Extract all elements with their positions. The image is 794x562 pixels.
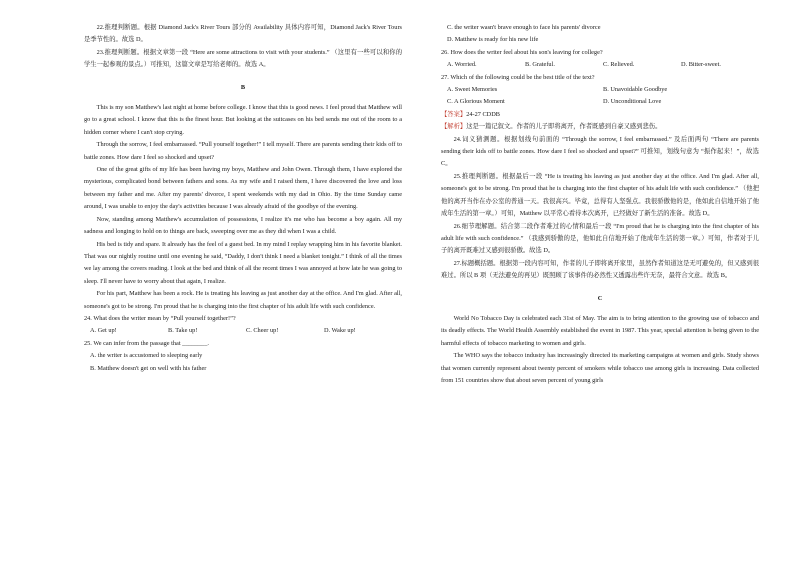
right-column (441, 22, 759, 387)
passage-b-paragraph: His bed is tidy and spare. It already has the feel of a guest bed. In my mind I replay wrapping him in his favorite blanket. That was our nightly routine until one evening he said, “Daddy, I don't think I need a blanket tonight.” I think of all the times we lay among the covers reading. I look at the bed and think of all the recent times I was annoyed at how late he was going to sleep. I'll never have to worry about that again, I realize. (84, 240, 402, 285)
option: A. the writer is accustomed to sleeping early (90, 352, 203, 360)
passage-b-paragraph: This is my son Matthew's last night at home before college. I know that this is good news. I feel proud that Matthew will go to a great school. I know that this is the finest hour. But looking at the suitcases on his bed sends me out of the room to a hidden corner where I can't stop crying. (84, 104, 402, 136)
question-27-options (441, 84, 759, 109)
option: B. Matthew doesn't get on well with his father (90, 364, 207, 372)
answer-explanation-25: 25.推理判断题。根据最后一段 “He is treating his leaving as just another day at the office. And I'm glad. After all, someone's got to be strong. I'm proud that he is charging into the first chapter of his adult life with such confidence.” （他把他的离开当作在办公室的普通一天。我很高兴。毕竟，总得有人坚强点。我很骄傲他的是，他如此自信地开始了他成年生活的第一章。）可知，Matthew 以平常心看待本次离开，已经做好了新生活的准备。故选 D。 (441, 172, 759, 218)
option: C. A Glorious Moment (447, 98, 505, 106)
passage-b-paragraph: One of the great gifts of my life has been having my boys, Matthew and John Owen. Through them, I have explored the mysterious, complicated bond between fathers and sons. As my wife and I raised them, I have discovered the love and loss between my father and me. After my parents' divorce, I spent weekends with my dad in Ohio. By the time Sunday came around, I was unable to enjoy the day's activities because I was already afraid of the goodbye of the evening. (84, 166, 402, 211)
option: B. Grateful. (525, 61, 555, 69)
answer-explanation-27: 27.标题概括题。根据第一段内容可知，作者的儿子即将离开家里，虽然作者知道这是无可避免的，但又感到很难过。所以 B 项（无法避免的再见）既照顾了该事件的必然性又透露出些许无奈，最符合文意。故选 B。 (441, 259, 759, 280)
passage-b-paragraph: For his part, Matthew has been a rock. He is treating his leaving as just another day at the office. And I'm glad. After all, someone's got to be strong. I'm proud that he is charging into the first chapter of his adult life with such confidence. (84, 290, 402, 310)
section-heading-b: B (240, 83, 246, 91)
option: D. Wake up! (324, 327, 356, 335)
question-26-options (441, 59, 759, 71)
question-25-options-ab (84, 350, 402, 375)
question-24-options (84, 325, 402, 337)
question-24: 24. What does the writer mean by “Pull yourself together!”? (84, 314, 236, 322)
question-26: 26. How does the writer feel about his son's leaving for college? (441, 48, 603, 56)
answer-explanation-22: 22.推理判断题。根据 Diamond Jack's River Tours 部分的 Availability 具体内容可知，Diamond Jack's River Tours 是季节性的。故选 D。 (84, 24, 402, 44)
answer-explanation-24: 24.词义猜测题。根据划线句前面的 “Through the sorrow, I feel embarrassed.” 及后面两句 “There are parents sending their kids off to battle zones. How dare I feel so shocked and upset?” 可推知，划线句意为 “振作起来！”，故选 C。 (441, 135, 759, 168)
answer-explanation-23: 23.推理判断题。根据文章第一段 “Here are some attractions to visit with your students.” （这里有一些可以和你的学生一起参观的景点。）可推知，这篇文章是写给老师的。故选 A。 (84, 48, 402, 69)
option: C. the writer wasn't brave enough to face his parents' divorce (447, 24, 601, 31)
question-25-options-cd (441, 22, 759, 47)
analysis-text: 这是一篇记叙文。作者的儿子即将离开，作者既感到自豪又感到悲伤。 (466, 123, 662, 131)
option: B. Unavoidable Goodbye (603, 86, 668, 94)
option: B. Take up! (168, 327, 198, 335)
answer-label: 【答案】 (441, 110, 467, 118)
left-column (84, 22, 402, 375)
section-heading-c: C (597, 294, 603, 302)
passage-c-paragraph: The WHO says the tobacco industry has increasingly directed its marketing campaigns at women and girls. Study shows that women currently represent about twenty percent of smokers while tobacco use among girls is increasing. Data collected from 151 countries show that about seven percent of young girls (441, 352, 759, 384)
option: D. Unconditional Love (603, 98, 662, 106)
option: D. Bitter-sweet. (681, 61, 721, 69)
passage-b-paragraph: Now, standing among Matthew's accumulation of possessions, I realize it's me who has become a boy again. All my sadness and longing to hold on to things are back, sweeping over me as they did when I was a child. (84, 215, 402, 236)
option: A. Sweet Memories (447, 86, 498, 94)
analysis-intro (441, 121, 759, 133)
option: C. Cheer up! (246, 327, 279, 335)
option: A. Worried. (447, 61, 477, 69)
option: C. Relieved. (603, 61, 635, 69)
answer-key (441, 109, 759, 121)
question-27: 27. Which of the following could be the best title of the text? (441, 73, 595, 81)
question-25: 25. We can infer from the passage that ________. (84, 339, 209, 347)
answer-explanation-26: 26.细节理解题。结合第二段作者难过的心情和最后一段 “I'm proud that he is charging into the first chapter of his adult life with such confidence.” （我感到骄傲的是，他如此自信地开始了他成年生活的第一章。）可知，作者对于儿子的离开既难过又感到很骄傲。故选 D。 (441, 222, 759, 255)
option: A. Get up! (90, 327, 117, 335)
passage-c-paragraph: World No Tobacco Day is celebrated each 31st of May. The aim is to bring attention to the growing use of tobacco and its deadly effects. The World Health Assembly established the event in 1987. This year, special attention is being given to the harmful effects of tobacco marketing to women and girls. (441, 314, 759, 347)
analysis-label: 【解析】 (441, 123, 467, 131)
passage-b-paragraph: Through the sorrow, I feel embarrassed. “Pull yourself together!” I tell myself. There are parents sending their kids off to battle zones. How dare I feel so shocked and upset? (84, 141, 402, 161)
option: D. Matthew is ready for his new life (447, 36, 539, 44)
answer-value: 24-27 CDDB (466, 110, 500, 118)
